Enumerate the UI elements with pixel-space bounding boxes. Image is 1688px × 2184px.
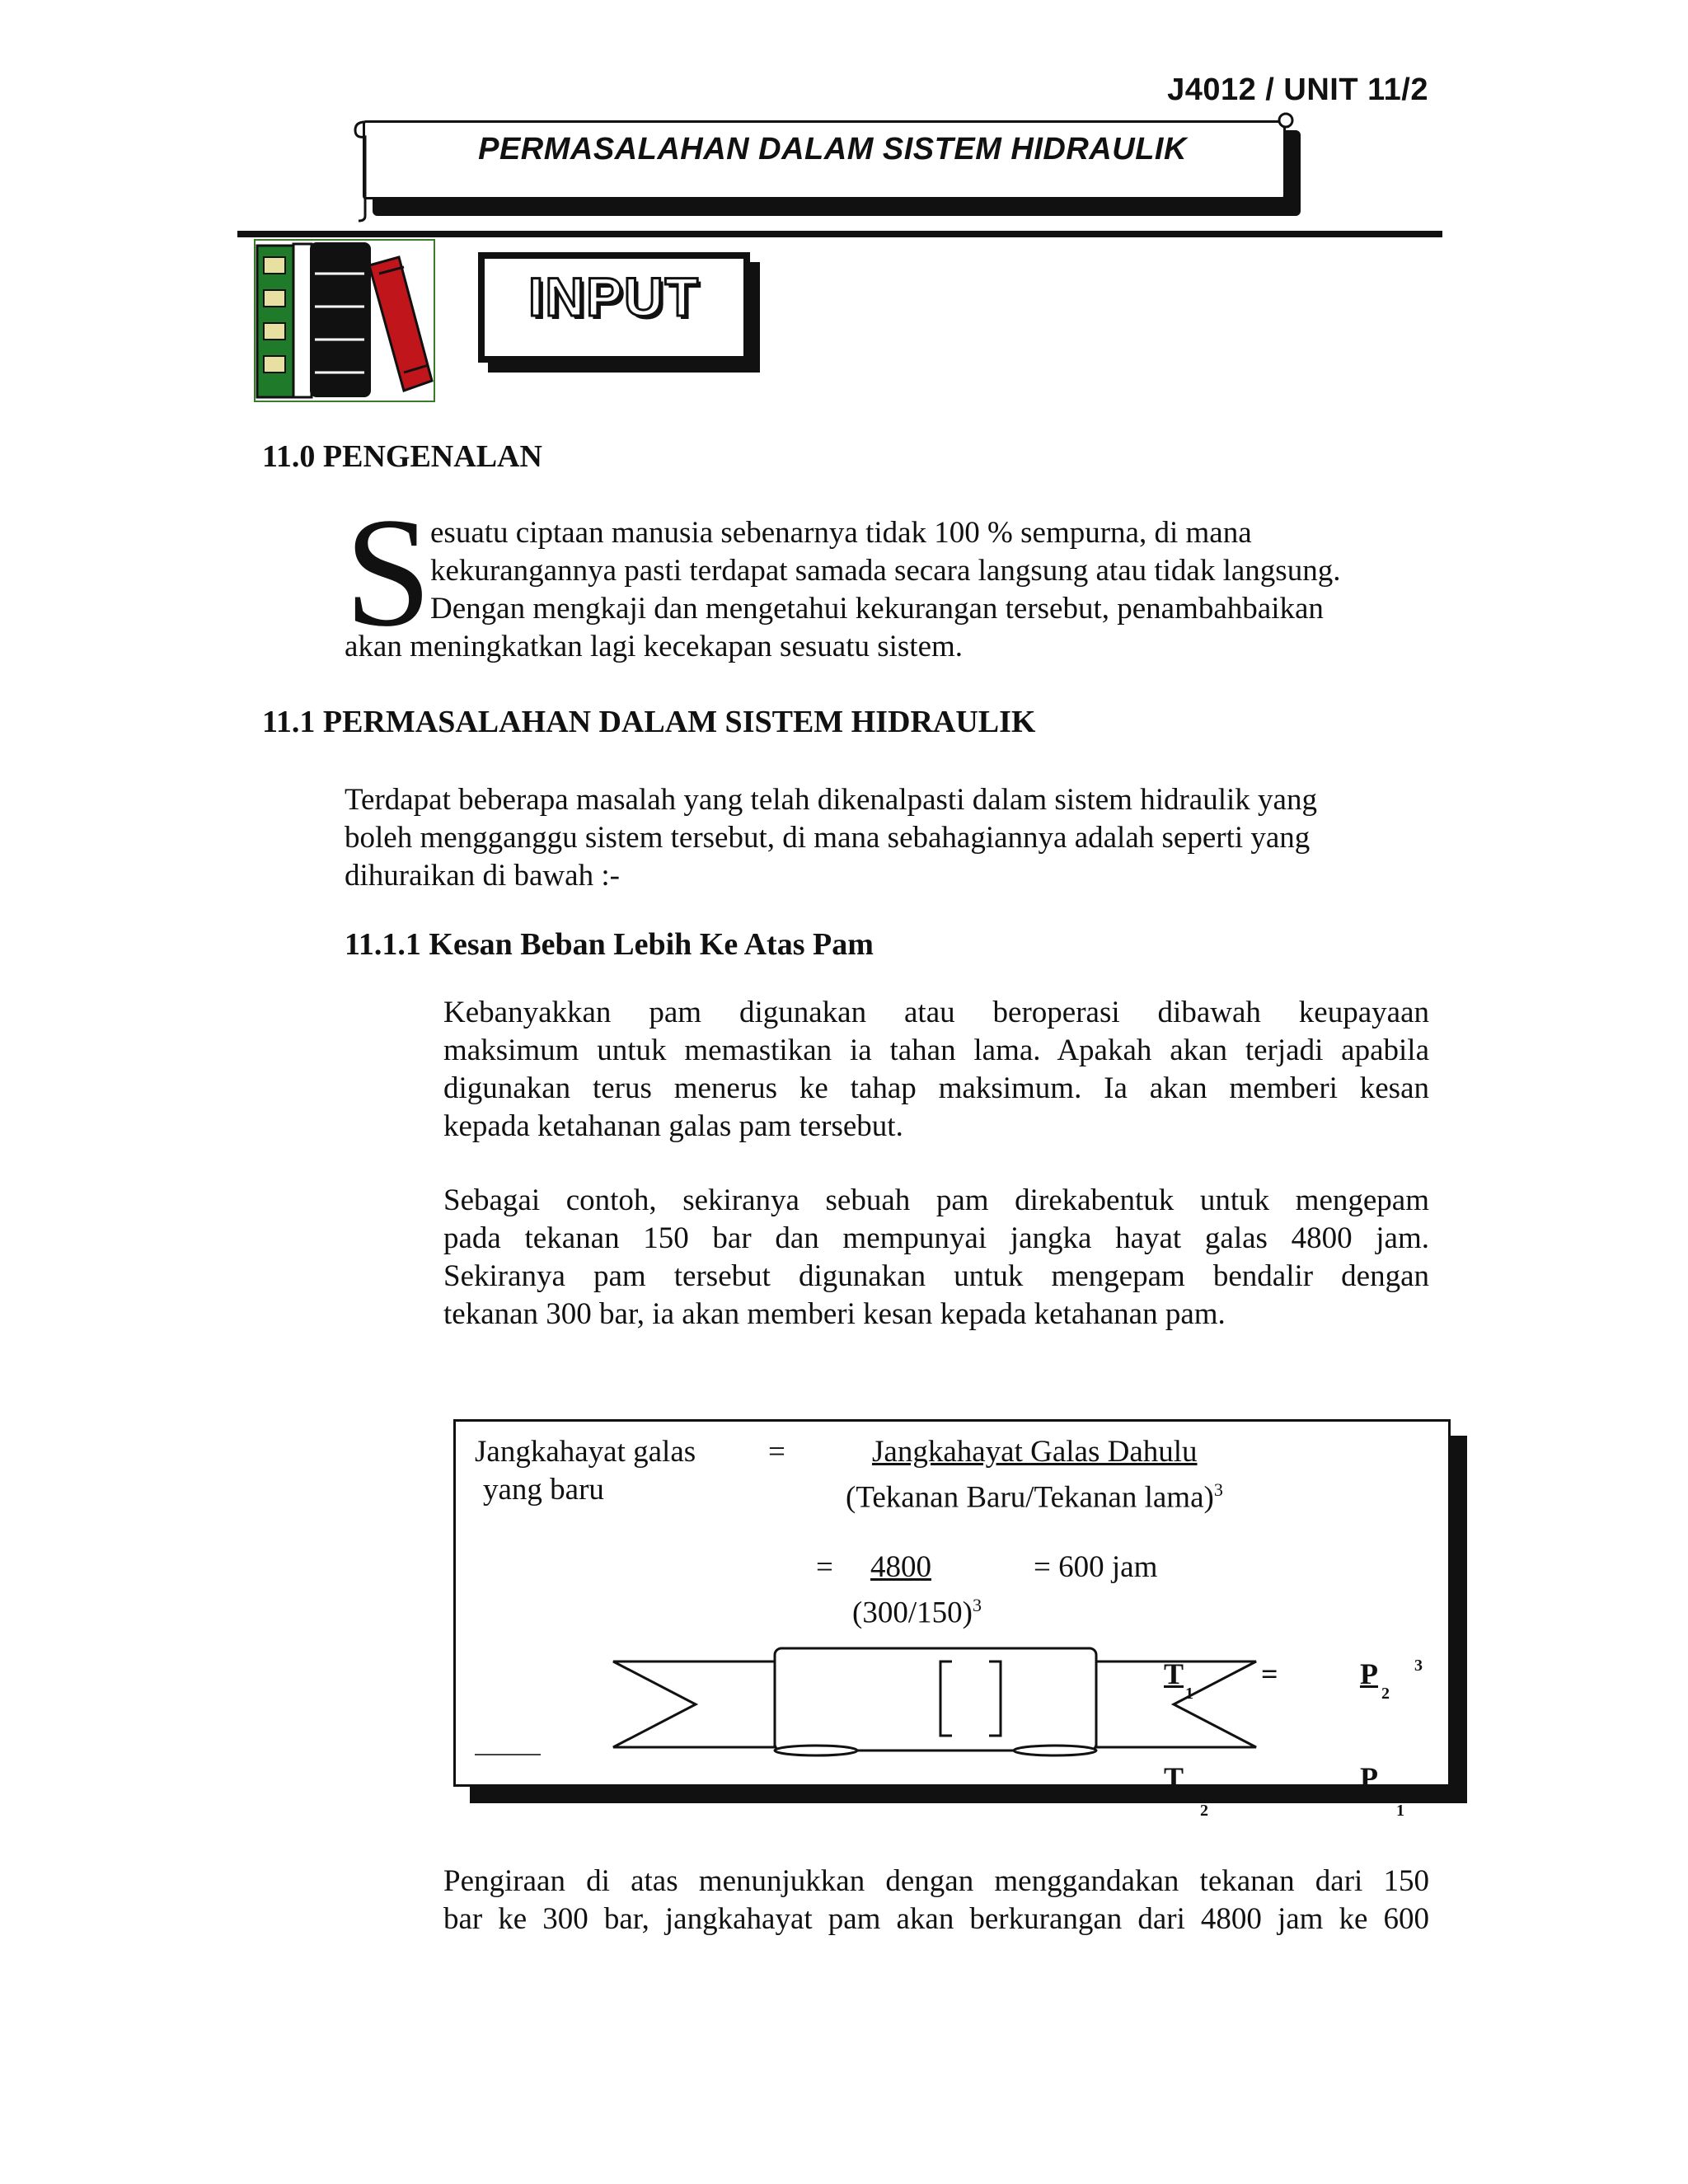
formula-short-line: [475, 1754, 541, 1755]
intro-line-2: kekurangannya pasti terdapat samada secara langsung atau tidak langsung.: [430, 554, 1341, 588]
calc-numerator: 4800: [870, 1550, 931, 1584]
formula-p2-sub: 2: [1381, 1685, 1390, 1703]
heading-11-0: 11.0 PENGENALAN: [262, 439, 542, 474]
p1-line-3: digunakan terus menerus ke tahap maksimum. Ia akan memberi kesan: [443, 1071, 1429, 1105]
formula-t1-sub: 1: [1185, 1685, 1193, 1703]
p2-line-4: tekanan 300 bar, ia akan memberi kesan kepada ketahanan pam.: [443, 1297, 1226, 1331]
p1-line-4: kepada ketahanan galas pam tersebut.: [443, 1109, 903, 1143]
footer-line-1: Pengiraan di atas menunjukkan dengan menggandakan tekanan dari 150: [443, 1864, 1429, 1898]
formula-denominator: (Tekanan Baru/Tekanan lama)$^3$: [846, 1479, 1223, 1515]
banner-title: PERMASALAHAN DALAM SISTEM HIDRAULIK: [478, 132, 1187, 166]
unit-code: J4012 / UNIT 11/2: [1167, 73, 1428, 107]
formula-equals-3: =: [1261, 1657, 1278, 1690]
formula-t2: T: [1164, 1761, 1184, 1794]
calc-denominator: $(300/150)^3$: [852, 1595, 982, 1630]
formula-t2-sub: 2: [1200, 1802, 1208, 1820]
s111-line-3: dihuraikan di bawah :-: [345, 859, 620, 893]
p1-line-1: Kebanyakkan pam digunakan atau beroperasi dibawah keupayaan: [443, 996, 1429, 1029]
p2-line-3: Sekiranya pam tersebut digunakan untuk mengepam bendalir dengan: [443, 1259, 1429, 1293]
intro-line-1: esuatu ciptaan manusia sebenarnya tidak 100 % sempurna, di mana: [430, 516, 1252, 550]
formula-p2: P: [1360, 1657, 1378, 1690]
heading-11-1: 11.1 PERMASALAHAN DALAM SISTEM HIDRAULIK: [262, 705, 1036, 739]
heading-11-1-1: 11.1.1 Kesan Beban Lebih Ke Atas Pam: [345, 927, 874, 962]
input-label: INPUT: [528, 266, 700, 327]
formula-numerator: Jangkahayat Galas Dahulu: [872, 1435, 1198, 1469]
dropcap-letter: S: [345, 486, 432, 659]
formula-p1: P: [1360, 1761, 1378, 1794]
formula-lhs-line-2: yang baru: [483, 1473, 604, 1507]
header-rule: [237, 231, 1442, 237]
formula-t1: T: [1164, 1657, 1184, 1690]
p2-line-1: Sebagai contoh, sekiranya sebuah pam direkabentuk untuk mengepam: [443, 1183, 1429, 1217]
p1-line-2: maksimum untuk memastikan ia tahan lama. Apakah akan terjadi apabila: [443, 1033, 1429, 1067]
formula-equals-2: =: [816, 1550, 833, 1584]
p2-line-2: pada tekanan 150 bar dan mempunyai jangka hayat galas 4800 jam.: [443, 1221, 1429, 1255]
formula-equals-1: =: [768, 1435, 785, 1469]
s111-line-2: boleh mengganggu sistem tersebut, di mana sebahagiannya adalah seperti yang: [345, 821, 1311, 855]
formula-exponent: 3: [1414, 1657, 1423, 1675]
formula-lhs-line-1: Jangkahayat galas: [475, 1435, 696, 1469]
footer-line-2: bar ke 300 bar, jangkahayat pam akan berkurangan dari 4800 jam ke 600: [443, 1902, 1429, 1936]
intro-line-4: akan meningkatkan lagi kecekapan sesuatu sistem.: [345, 630, 964, 663]
formula-p1-sub: 1: [1396, 1802, 1404, 1820]
intro-line-3: Dengan mengkaji dan mengetahui kekurangan tersebut, penambahbaikan: [430, 592, 1324, 626]
scroll-curl-right-icon: [1269, 109, 1302, 134]
s111-line-1: Terdapat beberapa masalah yang telah dikenalpasti dalam sistem hidraulik yang: [345, 783, 1317, 817]
books-icon: [256, 241, 434, 401]
calc-result: = 600 jam: [1034, 1550, 1158, 1584]
